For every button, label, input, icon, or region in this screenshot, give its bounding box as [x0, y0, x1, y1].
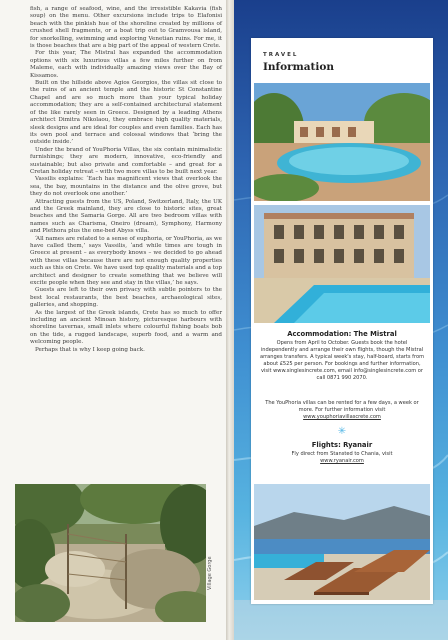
sunloungers-photo: [254, 484, 430, 600]
pool-terrace-photo: [254, 83, 430, 201]
article-paragraph: fish, a range of seafood, wine, and the irresistible Kakavia (fish soup) on the menu. Other excursions include trips to Elafonisi beach with the pinkish hue of the shoreline created by millions of crushed shell fragments, or a boat trip out to Gramvousa island, for snorkelling, swimming and exploring Venetian ruins. For me, it is those beaches that are a big part of the appeal of western Crete.: [30, 6, 222, 50]
article-body: [30, 6, 222, 354]
flights-link[interactable]: www.ryanair.com: [320, 457, 364, 464]
photo-caption: Village Gorge: [207, 556, 213, 590]
article-paragraph: Guests are left to their own privacy with subtle pointers to the best local restaurants, the best beaches, archaeological sites, galleries, and shopping.: [30, 287, 222, 309]
flights-heading: Flights: Ryanair: [311, 441, 373, 449]
article-paragraph: Vassilis explains: ‘Each has magnificent views that overlook the sea, the bay, mountains in the distance and the olive grove, but they do not overlook one another.’: [30, 176, 222, 198]
accommodation-text: Opens from April to October. Guests book the hotel independently and arrange their own flights, though the Mistral arranges transfers. A typical week's stay, half-board, starts from about £525 per person. For bookings and further information, visit www.singlesincrete.com, email info@singlesincrete.com or call 0871 990 2070.: [259, 340, 425, 381]
accommodation-block: [259, 330, 425, 381]
star-divider-icon: ✳: [337, 426, 347, 437]
article-paragraph: As the largest of the Greek islands, Crete has so much to offer including an ancient Minoan history, picturesque harbours with shoreline tavernas, small inlets where colourful fishing boats bob on the tide, a rugged landscape, superb food, and a warm and welcoming people.: [30, 309, 222, 346]
article-paragraph: ‘All names are related to a sense of euphoria, or YouPhoria, as we have called them,’ says Vassilis, ‘and while times are tough in Greece at present – as everybody knows – we decided to go ahead with these villas because there are not enough quality properties such as this on Crete. We have used top quality materials and a top architect and designer to create something that we believe will excite people when they see and stay in the villas,’ he says.: [30, 235, 222, 287]
accommodation-heading: Accommodation: The Mistral: [287, 330, 397, 338]
article-paragraph: Perhaps that is why I keep going back.: [35, 346, 145, 353]
article-paragraph: Under the brand of YouPhoria Villas, the six contain minimalistic furnishings; they are modern, innovative, eco-friendly and sustainable; but also private and comfortable – and great for a Cretan holiday retreat – with two more villas to be built next year.: [30, 146, 222, 175]
section-kicker: TRAVEL: [263, 52, 299, 58]
village-gorge-photo: [15, 484, 206, 622]
villas-block: [259, 400, 425, 421]
page-gutter: [226, 0, 234, 640]
flights-text: Fly direct from Stansted to Chania, visit: [291, 451, 393, 457]
villa-pool-photo: [254, 205, 430, 323]
travel-info-panel: [251, 38, 433, 604]
villas-link[interactable]: www.youphoriavillascrete.com: [303, 413, 381, 420]
article-paragraph: Built on the hillside above Agios Georgios, the villas sit close to the ruins of an ancient temple and the historic St Constantine Chapel and are so much more than your typical holiday accommodation; they are a self-contained architectural statement of the like rarely seen in Greece. Designed by a leading Athens architect Dimitra Nikolaou, they embrace high quality materials, sleek designs and are ideal for couples and even families. Each has its own pool and terrace and colossal windows that ‘bring the outside inside.’: [30, 80, 222, 146]
flights-block: [259, 441, 425, 465]
villas-text: The YouPhoria villas can be rented for a few days, a week or more. For further information visit: [265, 400, 419, 413]
article-paragraph: Attracting guests from the US, Poland, Switzerland, Italy, the UK and the Greek mainland, they are close to historic sites, great beaches and the Samaria Gorge. All are two bedroom villas with names such as Charisma, Oneiro (dream), Symphony, Harmony and Plethora plus the one-bed Abyss villa.: [30, 198, 222, 235]
panel-title: Information: [263, 61, 334, 73]
article-paragraph: For this year, The Mistral has expanded the accommodation options with six luxurious villas a few miles further on from Maleme, each with individually amazing views over the Bay of Kissamos.: [30, 50, 222, 79]
